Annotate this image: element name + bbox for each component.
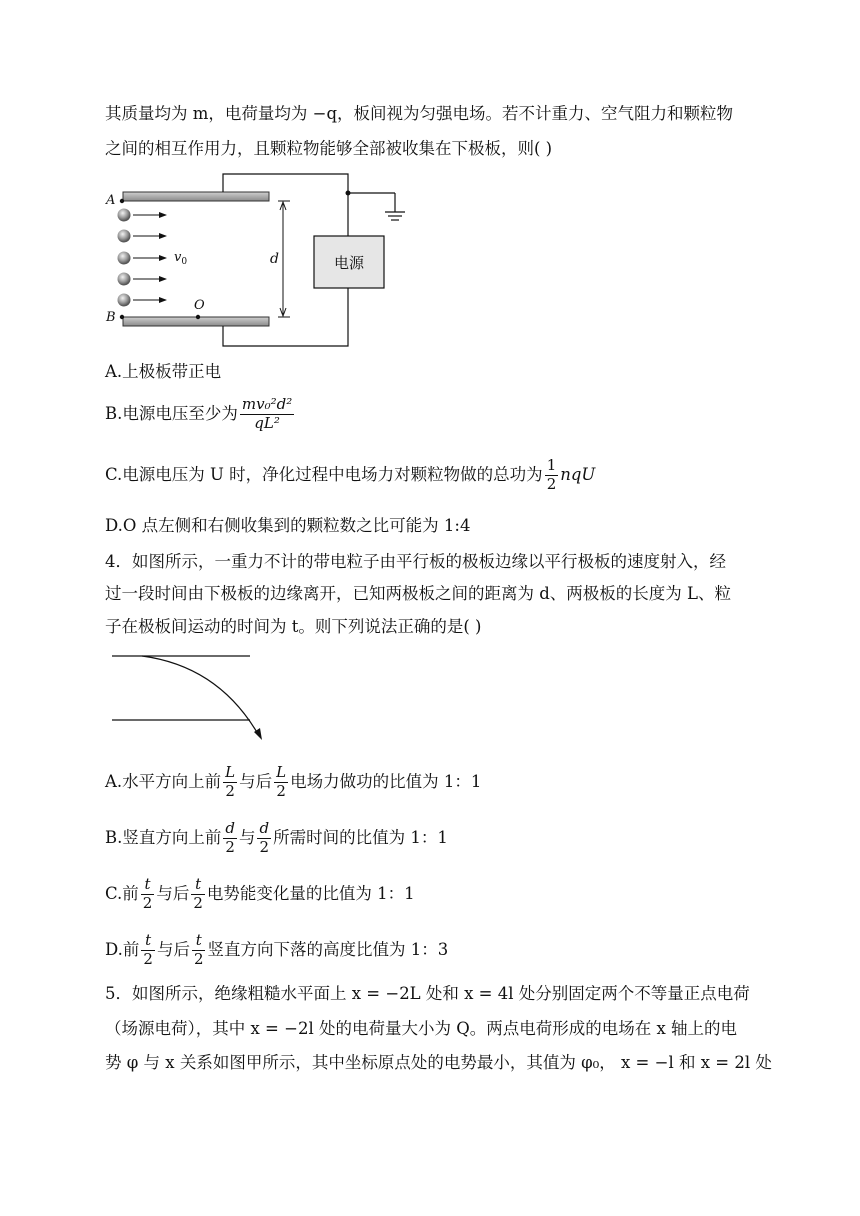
figure-trajectory xyxy=(108,648,268,748)
trajectory-curve xyxy=(142,656,258,734)
upper-plate xyxy=(123,192,269,201)
label-B: B xyxy=(106,310,116,325)
q4-option-b: B.竖直方向上前 $\frac{d}{2}$ 与 $\frac{d}{2}$ 所需时间的比值为 1：1 xyxy=(105,819,448,856)
q3-option-b: B.电源电压至少为 $\frac{\text{mv₀²d²}}{\text{qL²}}$ xyxy=(105,395,293,432)
q4-option-a: A.水平方向上前 $\frac{L}{2}$ 与后 $\frac{L}{2}$ 电场力做功的比值为 1：1 xyxy=(105,763,482,800)
q4-line-2: 过一段时间由下极板的边缘离开，已知两极板之间的距离为 d、两极板的长度为 L、粒 xyxy=(105,584,732,603)
q5-line-3: 势 φ 与 x 关系如图甲所示，其中坐标原点处的电势最小，其值为 φ₀， x = −l 和 x = 2l 处 xyxy=(105,1053,772,1072)
q4-line-1: 4．如图所示，一重力不计的带电粒子由平行板的极板边缘以平行极板的速度射入，经 xyxy=(105,552,726,571)
q5-line-1: 5．如图所示，绝缘粗糙水平面上 x = −2L 处和 x = 4l 处分别固定两个不等量正点电荷 xyxy=(105,984,750,1003)
particles xyxy=(118,209,167,307)
lower-plate xyxy=(123,317,269,326)
q4-option-c: C.前 $\frac{t}{2}$ 与后 $\frac{t}{2}$ 电势能变化量的比值为 1：1 xyxy=(105,875,415,912)
wire-top xyxy=(223,174,348,236)
intro-line-2: 之间的相互作用力，且颗粒物能够全部被收集在下极板，则( ) xyxy=(105,139,553,158)
q3-option-a: A.上极板带正电 xyxy=(105,362,222,381)
intro-line-1: 其质量均为 m，电荷量均为 −q，板间视为匀强电场。若不计重力、空气阻力和颗粒物 xyxy=(105,104,734,123)
power-source-label: 电源 xyxy=(333,254,365,272)
label-d: d xyxy=(270,251,279,267)
q4-line-3: 子在极板间运动的时间为 t。则下列说法正确的是( ) xyxy=(105,617,482,636)
label-O: O xyxy=(194,298,205,313)
figure-parallel-plates xyxy=(100,168,420,353)
label-A: A xyxy=(106,193,116,208)
label-v0: $v_0$ xyxy=(174,250,188,267)
q4-option-d: D.前 $\frac{t}{2}$ 与后 $\frac{t}{2}$ 竖直方向下落的高度比值为 1：3 xyxy=(105,931,449,968)
q5-line-2: （场源电荷），其中 x = −2l 处的电荷量大小为 Q。两点电荷形成的电场在 x 轴上的电 xyxy=(105,1019,738,1038)
q3-option-d: D.O 点左侧和右侧收集到的颗粒数之比可能为 1:4 xyxy=(105,516,471,535)
q3-option-c: C.电源电压为 U 时，净化过程中电场力对颗粒物做的总功为 $\frac{1}{2}$ nqU xyxy=(105,456,596,493)
